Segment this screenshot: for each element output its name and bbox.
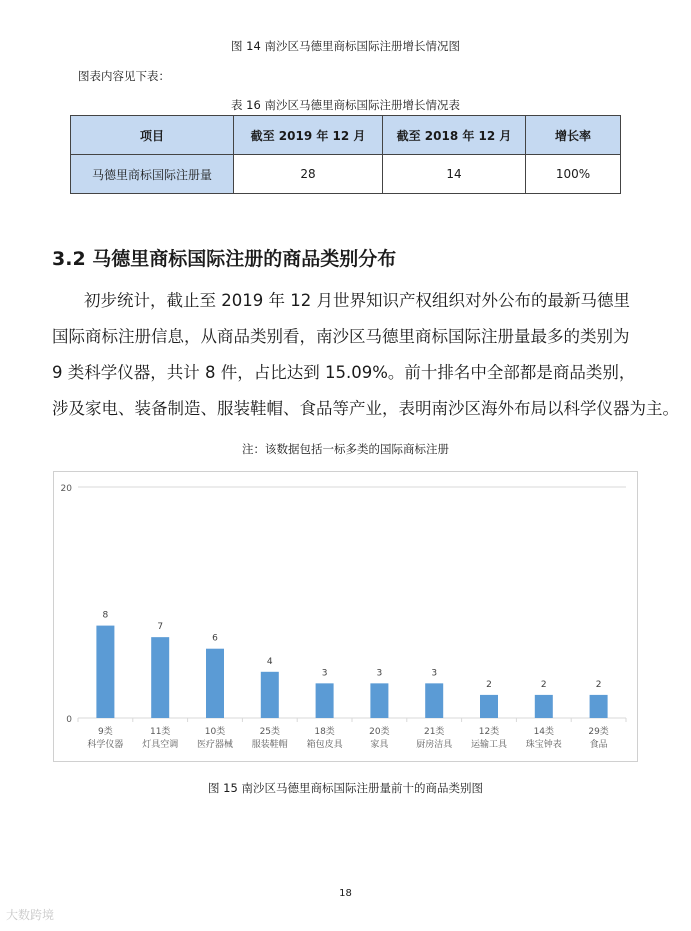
table-header-2019: 截至 2019 年 12 月	[234, 116, 383, 155]
x-tick-sublabel: 服装鞋帽	[251, 740, 288, 750]
section-heading: 3.2 马德里商标国际注册的商品类别分布	[52, 248, 397, 270]
data-label: 2	[540, 679, 547, 690]
bar	[151, 637, 169, 718]
table-header-row	[71, 116, 621, 155]
x-tick-sublabel: 食品	[589, 740, 608, 750]
x-tick-sublabel: 科学仪器	[87, 740, 124, 750]
watermark: 大数跨境	[6, 908, 55, 922]
x-tick-label: 9类	[98, 727, 113, 737]
x-tick-sublabel: 厨房洁具	[416, 740, 453, 750]
x-tick-sublabel: 运输工具	[470, 740, 508, 750]
bar	[316, 683, 334, 718]
bar	[590, 695, 608, 718]
data-label: 4	[266, 656, 273, 667]
paragraph-line-1: 初步统计，截止至 2019 年 12 月世界知识产权组织对外公布的最新马德里	[84, 291, 630, 310]
data-label: 2	[486, 679, 492, 690]
bar	[480, 695, 498, 718]
x-tick-label: 21类	[423, 727, 445, 737]
table-cell-2019: 28	[234, 155, 383, 194]
x-tick-sublabel: 箱包皮具	[306, 740, 343, 750]
paragraph-line-3: 9 类科学仪器，共计 8 件，占比达到 15.09%。前十排名中全部都是商品类别，	[52, 363, 636, 382]
x-tick-label: 18类	[314, 727, 335, 737]
x-tick-label: 20类	[369, 727, 390, 737]
intro-text: 图表内容见下表：	[78, 69, 170, 83]
growth-table	[70, 115, 621, 194]
data-label: 6	[212, 633, 218, 644]
x-tick-sublabel: 珠宝钟表	[525, 740, 562, 750]
page-number: 18	[339, 888, 352, 899]
table-header-2018: 截至 2018 年 12 月	[383, 116, 526, 155]
bar	[261, 672, 279, 718]
table-header-item: 项目	[71, 116, 234, 155]
paragraph-line-4: 涉及家电、装备制造、服装鞋帽、食品等产业，表明南沙区海外布局以科学仪器为主。	[52, 399, 679, 418]
paragraph-line-2: 国际商标注册信息，从商品类别看，南沙区马德里商标国际注册量最多的类别为	[52, 327, 630, 346]
table-cell-growth: 100%	[526, 155, 621, 194]
data-label: 7	[157, 622, 164, 633]
x-tick-sublabel: 灯具空调	[142, 740, 179, 750]
table-cell-item: 马德里商标国际注册量	[71, 155, 234, 194]
x-tick-label: 25类	[259, 727, 281, 737]
table-row	[71, 155, 621, 194]
x-tick-sublabel: 医疗器械	[196, 740, 234, 750]
figure-15-caption: 图 15 南沙区马德里商标国际注册量前十的商品类别图	[208, 781, 483, 795]
data-label: 3	[321, 668, 328, 679]
x-tick-label: 10类	[204, 727, 226, 737]
data-label: 8	[102, 610, 109, 621]
data-label: 3	[376, 668, 383, 679]
x-tick-label: 14类	[533, 727, 555, 737]
data-label: 3	[431, 668, 438, 679]
table-caption: 表 16 南沙区马德里商标国际注册增长情况表	[231, 98, 460, 112]
bar	[425, 683, 443, 718]
x-tick-label: 11类	[149, 727, 171, 737]
bar-chart	[53, 471, 636, 760]
bar	[535, 695, 553, 718]
table-cell-2018: 14	[383, 155, 526, 194]
x-tick-label: 29类	[588, 727, 609, 737]
y-tick-label: 20	[60, 484, 72, 494]
x-tick-label: 12类	[478, 727, 500, 737]
table-header-growth: 增长率	[526, 116, 621, 155]
bar	[96, 626, 114, 718]
y-tick-label: 0	[66, 715, 72, 725]
bar	[206, 649, 224, 718]
figure-14-caption: 图 14 南沙区马德里商标国际注册增长情况图	[231, 39, 460, 53]
x-tick-sublabel: 家具	[370, 740, 389, 750]
chart-note: 注：该数据包括一标多类的国际商标注册	[242, 442, 449, 456]
bar	[370, 683, 388, 718]
data-label: 2	[595, 679, 602, 690]
